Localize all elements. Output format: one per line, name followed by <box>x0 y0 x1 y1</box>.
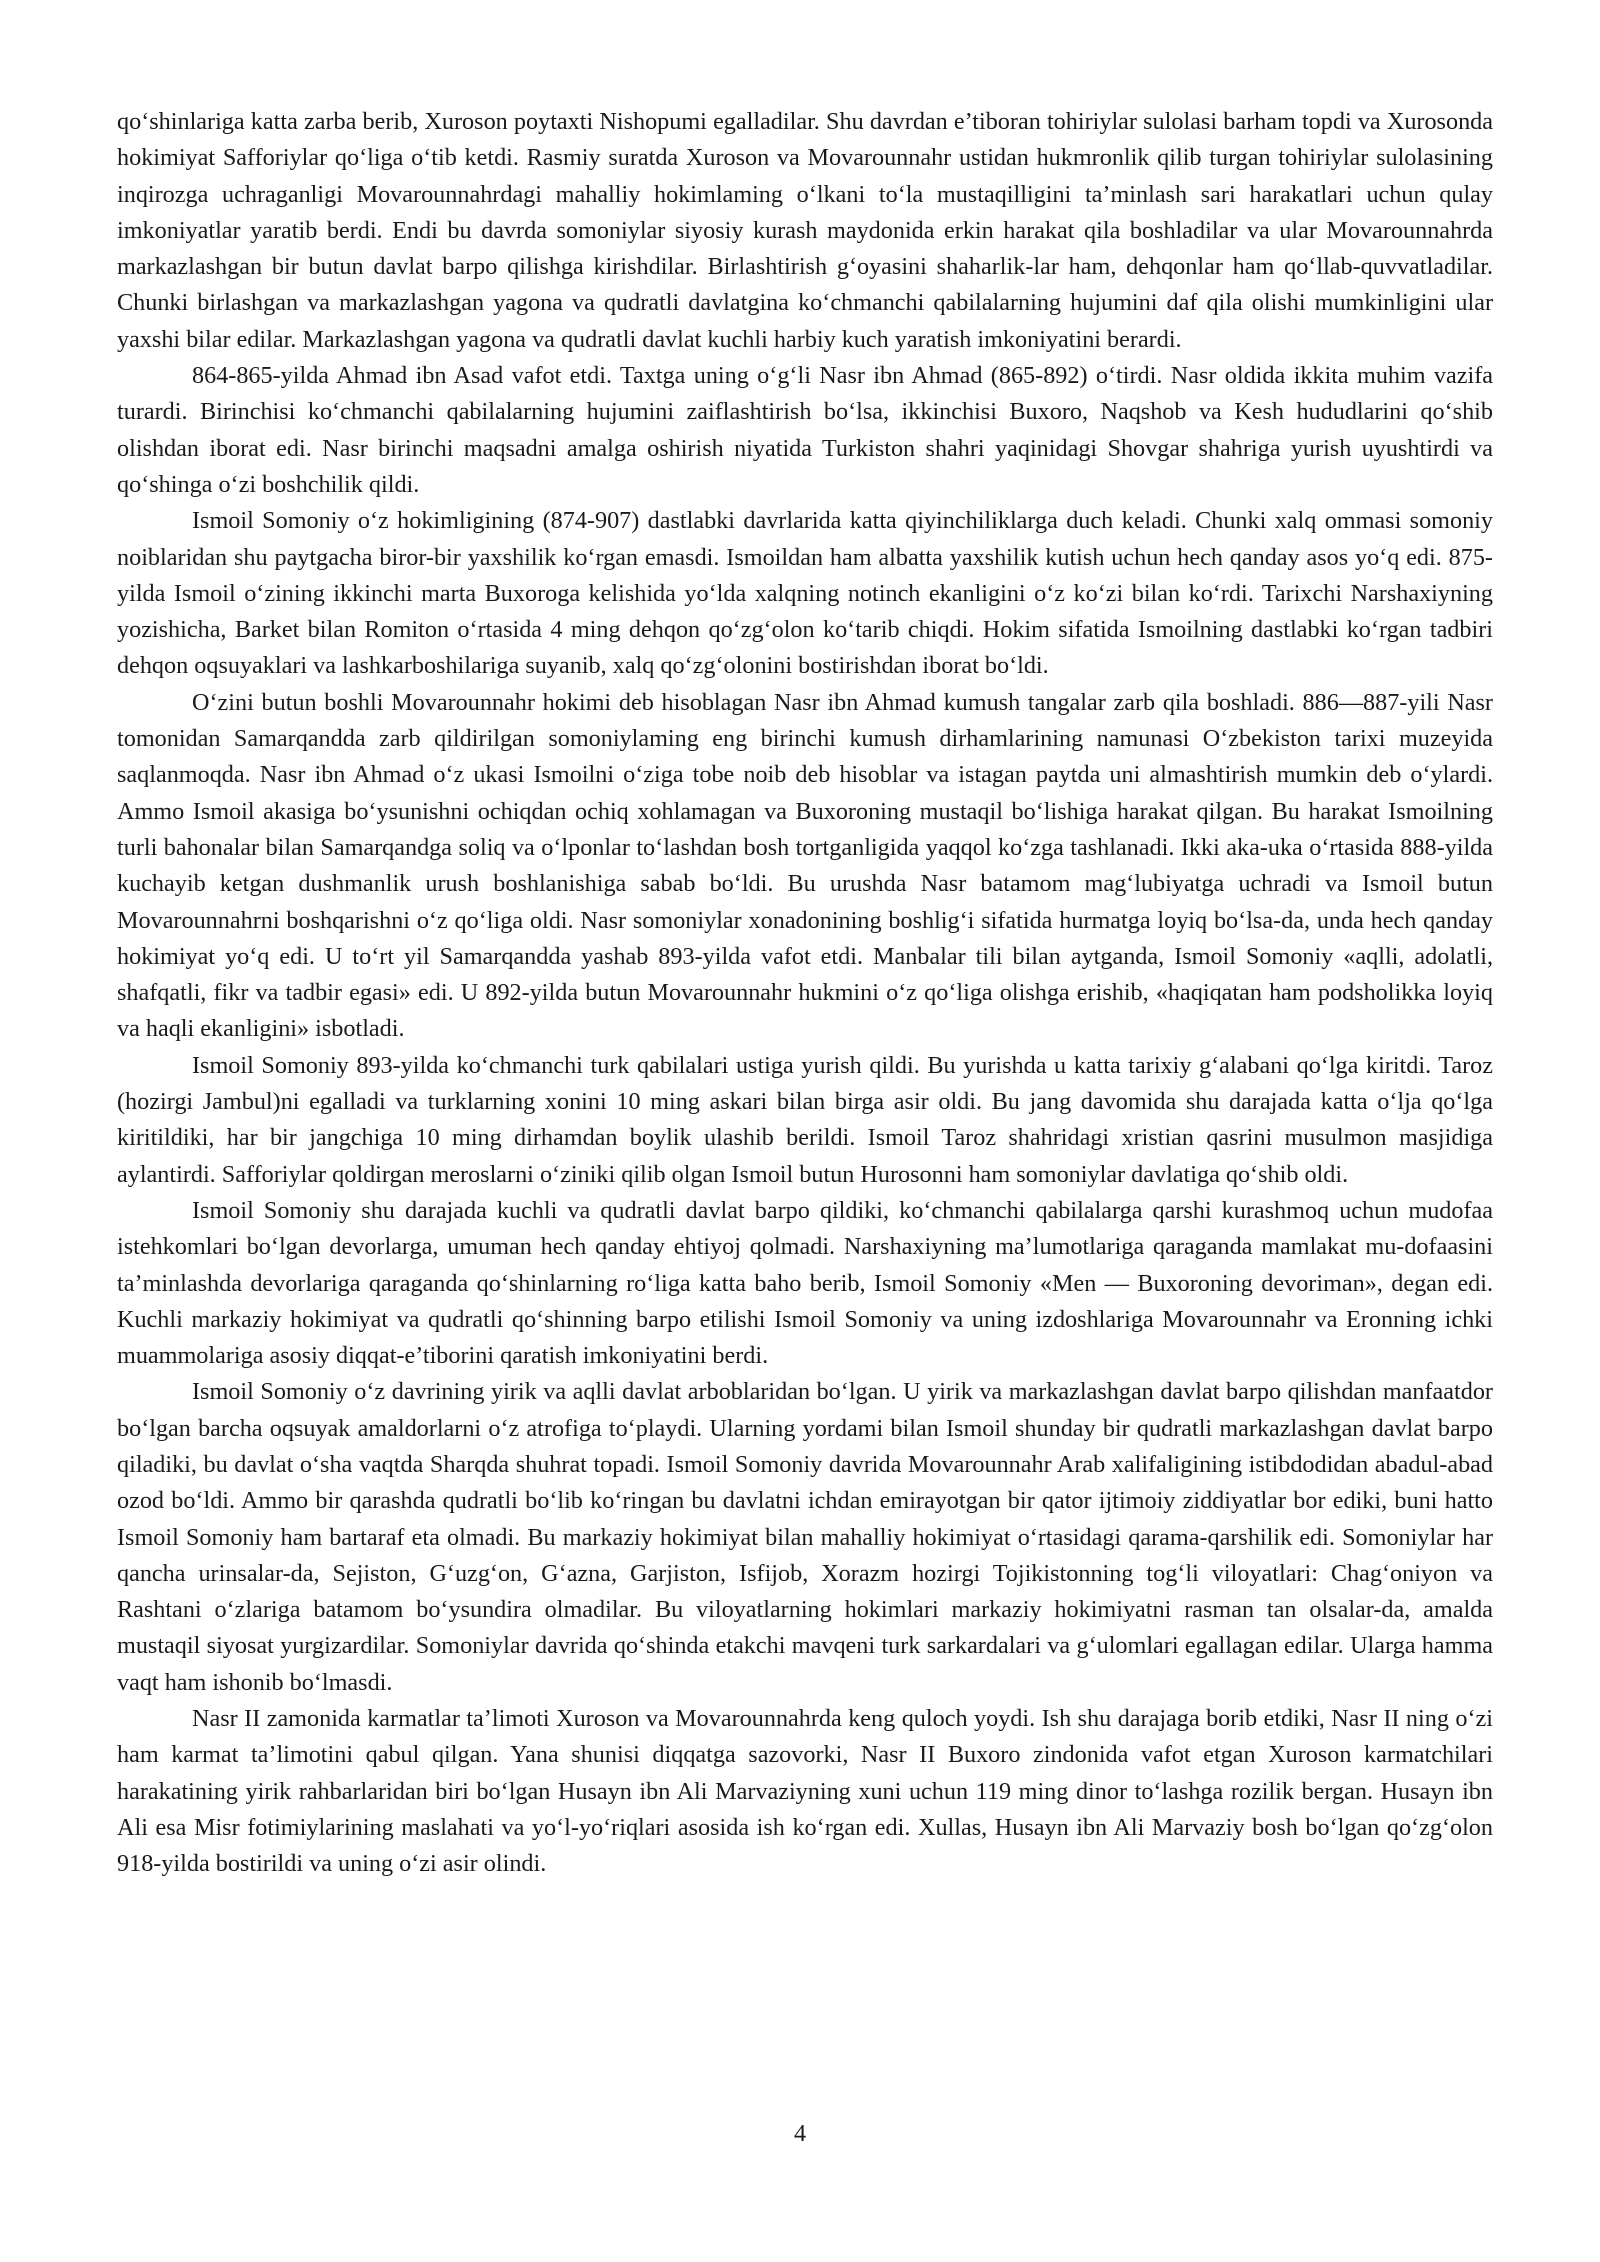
paragraph-3: Ismoil Somoniy o‘z hokimligining (874-907) dastlabki davrlarida katta qiyinchiliklarga duch keladi. Chunki xalq ommasi somoniy noiblaridan shu paytgacha biror-bir yaxshilik ko‘rgan emasdi. Ismoildan ham albatta yaxshilik kutish uchun hech qanday asos yo‘q edi. 875-yilda Ismoil o‘zining ikkinchi marta Buxoroga kelishida yo‘lda xalqning notinch ekanligini o‘z ko‘zi bilan ko‘rdi. Tarixchi Narshaxiyning yozishicha, Barket bilan Romiton o‘rtasida 4 ming dehqon qo‘zg‘olon ko‘tarib chiqdi. Hokim sifatida Ismoilning dastlabki ko‘rgan tadbiri dehqon oqsuyaklari va lashkarboshilariga suyanib, xalq qo‘zg‘olonini bostirishdan iborat bo‘ldi. <box>117 507 1493 680</box>
document-body <box>117 104 1493 1883</box>
paragraph-7: Ismoil Somoniy o‘z davrining yirik va aqlli davlat arboblaridan bo‘lgan. U yirik va markazlashgan davlat barpo qilishdan manfaatdor bo‘lgan barcha oqsuyak amaldorlarni o‘z atrofiga to‘playdi. Ularning yordami bilan Ismoil shunday bir qudratli markazlashgan davlat barpo qiladiki, bu davlat o‘sha vaqtda Sharqda shuhrat topadi. Ismoil Somoniy davrida Movarounnahr Arab xalifaligining istibdodidan abadul-abad ozod bo‘ldi. Ammo bir qarashda qudratli bo‘lib ko‘ringan bu davlatni ichdan emirayotgan bir qator ijtimoiy ziddiyatlar bor ediki, buni hatto Ismoil Somoniy ham bartaraf eta olmadi. Bu markaziy hokimiyat bilan mahalliy hokimiyat o‘rtasidagi qarama-qarshilik edi. Somoniylar har qancha urinsalar-da, Sejiston, G‘uzg‘on, G‘azna, Garjiston, Isfijob, Xorazm hozirgi Tojikistonning tog‘li viloyatlari: Chag‘oniyon va Rashtani o‘zlariga batamom bo‘ysundira olmadilar. Bu viloyatlarning hokimlari markaziy hokimiyatni rasman tan olsalar-da, amalda mustaqil siyosat yurgizardilar. Somoniylar davrida qo‘shinda etakchi mavqeni turk sarkardalari va g‘ulomlari egallagan edilar. Ularga hamma vaqt ham ishonib bo‘lmasdi. <box>117 1378 1493 1696</box>
paragraph-4: O‘zini butun boshli Movarounnahr hokimi deb hisoblagan Nasr ibn Ahmad kumush tangalar zarb qila boshladi. 886—887-yili Nasr tomonidan Samarqandda zarb qildirilgan somoniylaming eng birinchi kumush dirhamlarining namunasi O‘zbekiston tarixi muzeyida saqlanmoqda. Nasr ibn Ahmad o‘z ukasi Ismoilni o‘ziga tobe noib deb hisoblar va istagan paytda uni almashtirish mumkin deb o‘ylardi. Ammo Ismoil akasiga bo‘ysunishni ochiqdan ochiq xohlamagan va Buxoroning mustaqil bo‘lishiga harakat qilgan. Bu harakat Ismoilning turli bahonalar bilan Samarqandga soliq va o‘lponlar to‘lashdan bosh tortganligida yaqqol ko‘zga tashlanadi. Ikki aka-uka o‘rtasida 888-yilda kuchayib ketgan dushmanlik urush boshlanishiga sabab bo‘ldi. Bu urushda Nasr batamom mag‘lubiyatga uchradi va Ismoil butun Movarounnahrni boshqarishni o‘z qo‘liga oldi. Nasr somoniylar xonadonining boshlig‘i sifatida hurmatga loyiq bo‘lsa-da, unda hech qanday hokimiyat yo‘q edi. U to‘rt yil Samarqandda yashab 893-yilda vafot etdi. Manbalar tili bilan aytganda, Ismoil Somoniy «aqlli, adolatli, shafqatli, fikr va tadbir egasi» edi. U 892-yilda butun Movarounnahr hukmini o‘z qo‘liga olishga erishib, «haqiqatan ham podsholikka loyiq va haqli ekanligini» isbotladi. <box>117 688 1493 1043</box>
paragraph-6: Ismoil Somoniy shu darajada kuchli va qudratli davlat barpo qildiki, ko‘chmanchi qabilalarga qarshi kurashmoq uchun mudofaa istehkomlari bo‘lgan devorlarga, umuman hech qanday ehtiyoj qolmadi. Narshaxiyning ma’lumotlariga qaraganda mamlakat mu-dofaasini ta’minlashda devorlariga qaraganda qo‘shinlarning ro‘liga katta baho berib, Ismoil Somoniy «Men — Buxoroning devoriman», degan edi. Kuchli markaziy hokimiyat va qudratli qo‘shinning barpo etilishi Ismoil Somoniy va uning izdoshlariga Movarounnahr va Eronning ichki muammolariga asosiy diqqat-e’tiborini qaratish imkoniyatini berdi. <box>117 1196 1493 1370</box>
paragraph-2: 864-865-yilda Ahmad ibn Asad vafot etdi. Taxtga uning o‘g‘li Nasr ibn Ahmad (865-892) o‘tirdi. Nasr oldida ikkita muhim vazifa turardi. Birinchisi ko‘chmanchi qabilalarning hujumini zaiflashtirish bo‘lsa, ikkinchisi Buxoro, Naqshob va Kesh hududlarini qo‘shib olishdan iborat edi. Nasr birinchi maqsadni amalga oshirish niyatida Turkiston shahri yaqinidagi Shovgar shahriga yurish uyushtirdi va qo‘shinga o‘zi boshchilik qildi. <box>117 362 1493 498</box>
paragraph-5: Ismoil Somoniy 893-yilda ko‘chmanchi turk qabilalari ustiga yurish qildi. Bu yurishda u katta tarixiy g‘alabani qo‘lga kiritdi. Taroz (hozirgi Jambul)ni egalladi va turklarning xonini 10 ming askari bilan birga asir oldi. Bu jang davomida shu darajada katta o‘lja qo‘lga kiritildiki, har bir jangchiga 10 ming dirhamdan boylik ulashib berildi. Ismoil Taroz shahridagi xristian qasrini musulmon masjidiga aylantirdi. Safforiylar qoldirgan meroslarni o‘ziniki qilib olgan Ismoil butun Hurosonni ham somoniylar davlatiga qo‘shib oldi. <box>117 1051 1493 1188</box>
paragraph-8: Nasr II zamonida karmatlar ta’limoti Xuroson va Movarounnahrda keng quloch yoydi. Ish shu darajaga borib etdiki, Nasr II ning o‘zi ham karmat ta’limotini qabul qilgan. Yana shunisi diqqatga sazovorki, Nasr II Buxoro zindonida vafot etgan Xuroson karmatchilari harakatining yirik rahbarlaridan biri bo‘lgan Husayn ibn Ali Marvaziyning xuni uchun 119 ming dinor to‘lashga rozilik bergan. Husayn ibn Ali esa Misr fotimiylarining maslahati va yo‘l-yo‘riqlari asosida ish ko‘rgan edi. Xullas, Husayn ibn Ali Marvaziy bosh bo‘lgan qo‘zg‘olon 918-yilda bostirildi va uning o‘zi asir olindi. <box>117 1705 1493 1878</box>
paragraph-1: qo‘shinlariga katta zarba berib, Xuroson poytaxti Nishopumi egalladilar. Shu davrdan e’tiboran tohiriylar sulolasi barham topdi va Xurosonda hokimiyat Safforiylar qo‘liga o‘tib ketdi. Rasmiy suratda Xuroson va Movarounnahr ustidan hukmronlik qilib turgan tohiriylar sulolasining inqirozga uchraganligi Movarounnahrdagi mahalliy hokimlaming o‘lkani to‘la mustaqilligini ta’minlash sari harakatlari uchun qulay imkoniyatlar yaratib berdi. Endi bu davrda somoniylar siyosiy kurash maydonida erkin harakat qila boshladilar va ular Movarounnahrda markazlashgan bir butun davlat barpo qilishga kirishdilar. Birlashtirish g‘oyasini shaharlik-lar ham, dehqonlar ham qo‘llab-quvvatladilar. Chunki birlashgan va markazlashgan yagona va qudratli davlatgina ko‘chmanchi qabilalarning hujumini daf qila olishi mumkinligini ular yaxshi bilar edilar. Markazlashgan yagona va qudratli davlat kuchli harbiy kuch yaratish imkoniyatini berardi. <box>117 108 1493 353</box>
page-number: 4 <box>793 2120 807 2147</box>
